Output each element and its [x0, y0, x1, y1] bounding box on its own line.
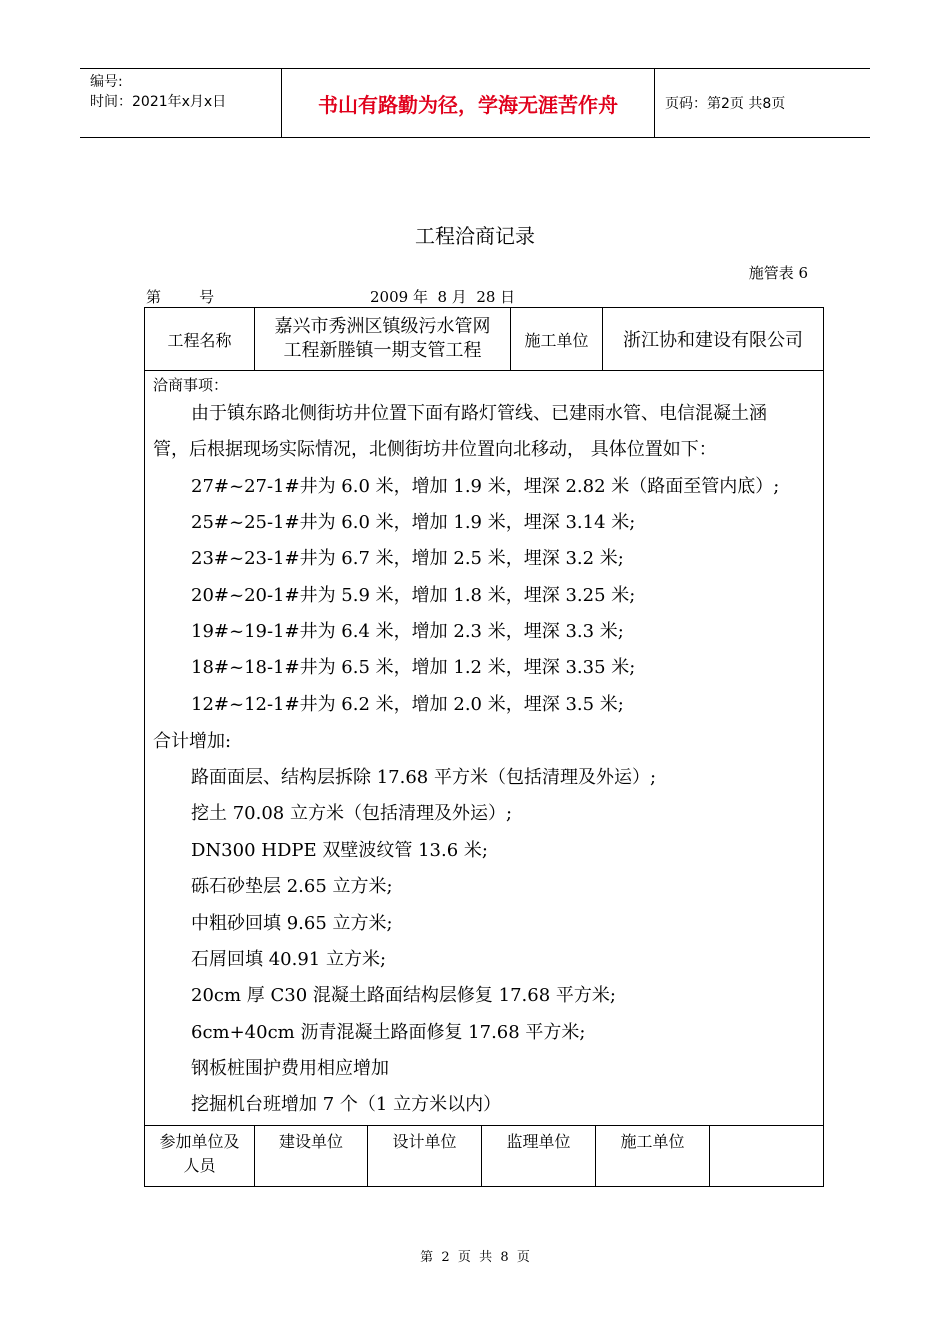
participants-label-1: 参加单位及 [159, 1132, 240, 1151]
designer-cell [368, 1126, 482, 1186]
meta-row [146, 286, 826, 306]
well-line: 25#~25-1#井为 6.0 米，增加 1.9 米，埋深 3.14 米; [191, 512, 636, 533]
total-line: 砾石砂垫层 2.65 立方米; [191, 876, 393, 897]
well-line: 23#~23-1#井为 6.7 米，增加 2.5 米，埋深 3.2 米; [191, 548, 624, 569]
total-line: 中粗砂回填 9.65 立方米; [191, 913, 393, 934]
document-title: 工程洽商记录 [415, 224, 535, 248]
blank-signature-cell [710, 1126, 823, 1186]
well-line: 18#~18-1#井为 6.5 米，增加 1.2 米，埋深 3.35 米; [191, 657, 636, 678]
time-label: 时间：2021年x月x日 [90, 94, 227, 110]
project-row [145, 308, 823, 371]
total-label: 合计增加: [153, 731, 232, 752]
supervisor-cell [482, 1126, 596, 1186]
total-line: 石屑回填 40.91 立方米; [191, 949, 387, 970]
participants-cell [145, 1126, 255, 1186]
form-number: 施管表 6 [748, 264, 808, 282]
owner-label: 建设单位 [278, 1132, 343, 1151]
total-line: 6cm+40cm 沥青混凝土路面修复 17.68 平方米; [191, 1022, 586, 1043]
total-line: 路面面层、结构层拆除 17.68 平方米（包括清理及外运）; [191, 767, 657, 788]
page-label: 页码：第2页 共8页 [665, 96, 786, 112]
matters-area [145, 371, 823, 1126]
builder-cell [596, 1126, 710, 1186]
project-name-value [255, 308, 511, 370]
well-line: 20#~20-1#井为 5.9 米，增加 1.8 米，埋深 3.25 米; [191, 585, 636, 606]
record-number-field: 第 号 [146, 288, 215, 306]
intro-line: 管，后根据现场实际情况，北侧街坊井位置向北移动， 具体位置如下： [153, 439, 717, 460]
total-line: DN300 HDPE 双壁波纹管 13.6 米; [191, 840, 488, 861]
owner-cell [255, 1126, 368, 1186]
supervisor-label: 监理单位 [506, 1132, 571, 1151]
matters-label: 洽商事项： [153, 376, 229, 394]
header-left-cell [80, 69, 282, 137]
negotiation-form [144, 307, 824, 1187]
contractor-value: 浙江协和建设有限公司 [623, 330, 803, 351]
designer-label: 设计单位 [392, 1132, 457, 1151]
builder-label: 施工单位 [620, 1132, 685, 1151]
total-line: 挖掘机台班增加 7 个（1 立方米以内） [191, 1094, 502, 1115]
well-line: 27#~27-1#井为 6.0 米，增加 1.9 米，埋深 2.82 米（路面至管内底）; [191, 476, 780, 497]
number-label: 编号: [90, 74, 123, 90]
project-name-line-2: 工程新塍镇一期支管工程 [283, 340, 482, 361]
well-line: 12#~12-1#井为 6.2 米，增加 2.0 米，埋深 3.5 米; [191, 694, 624, 715]
intro-line: 由于镇东路北侧街坊井位置下面有路灯管线、已建雨水管、电信混凝土涵 [191, 403, 767, 424]
record-date: 2009 年 8 月 28 日 [370, 288, 516, 306]
page-footer: 第 2 页 共 8 页 [420, 1250, 530, 1265]
motto: 书山有路勤为径，学海无涯苦作舟 [282, 69, 655, 137]
total-line: 挖土 70.08 立方米（包括清理及外运）; [191, 803, 513, 824]
project-name-line-1: 嘉兴市秀洲区镇级污水管网 [274, 316, 491, 337]
participants-label-2: 人员 [183, 1156, 216, 1175]
project-name-label: 工程名称 [145, 308, 255, 370]
signature-row [145, 1126, 823, 1186]
well-line: 19#~19-1#井为 6.4 米，增加 2.3 米，埋深 3.3 米; [191, 621, 624, 642]
header-table [80, 68, 870, 138]
total-line: 20cm 厚 C30 混凝土路面结构层修复 17.68 平方米; [191, 985, 616, 1006]
contractor-label: 施工单位 [511, 308, 603, 370]
total-line: 钢板桩围护费用相应增加 [191, 1058, 389, 1079]
